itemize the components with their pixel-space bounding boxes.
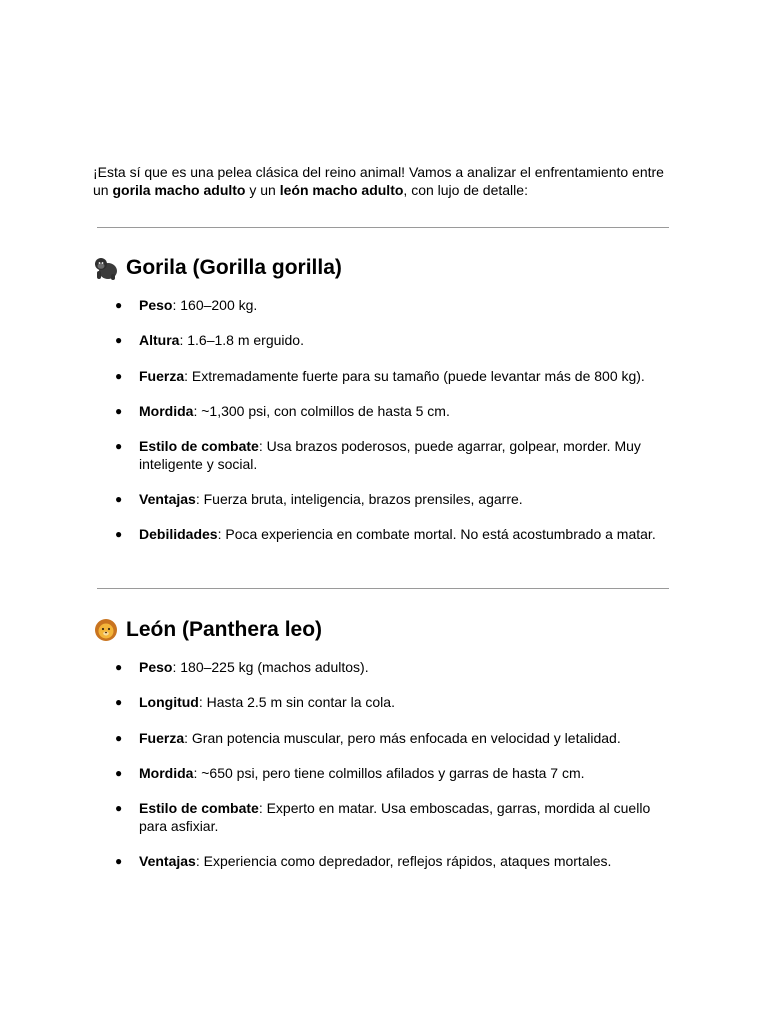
bullet-icon: ● (115, 298, 123, 312)
section-title-lion-text: León (Panthera leo) (126, 618, 323, 641)
lion-icon (93, 618, 119, 642)
list-item (93, 368, 673, 386)
item-text: : Usa brazos poderosos, puede agarrar, golpear, morder. Muy inteligente y social. (139, 438, 641, 472)
item-text: : Fuerza bruta, inteligencia, brazos prensiles, agarre. (195, 491, 523, 507)
list-item (93, 659, 673, 677)
item-label: Estilo de combate (139, 800, 259, 817)
list-item (93, 853, 673, 871)
bullet-icon: ● (115, 695, 123, 710)
list-item (93, 730, 673, 748)
bullet-icon: ● (115, 801, 123, 816)
item-text: : 180–225 kg (machos adultos). (172, 659, 369, 675)
item-label: Estilo de combate (139, 438, 259, 455)
intro-bold-gorilla: gorila macho adulto (112, 181, 246, 198)
list-item (93, 438, 673, 473)
item-text: : 1.6–1.8 m erguido. (179, 332, 304, 349)
bullet-icon: ● (115, 368, 123, 383)
item-label: Mordida (139, 764, 194, 781)
intro-text-2: y un (245, 181, 280, 198)
section-title-gorilla (93, 254, 673, 282)
item-label: Mordida (139, 402, 194, 419)
list-item (93, 332, 673, 350)
gorilla-icon (93, 256, 119, 280)
list-item (93, 800, 673, 835)
bullet-icon: ● (115, 730, 123, 745)
divider (97, 588, 669, 589)
item-label: Debilidades (139, 526, 218, 543)
item-text: : Experiencia como depredador, reflejos rápidos, ataques mortales. (195, 853, 612, 869)
item-text: : ~650 psi, pero tiene colmillos afilados y garras de hasta 7 cm. (193, 764, 585, 781)
list-item (93, 694, 673, 712)
list-item (93, 491, 673, 509)
bullet-icon: ● (115, 660, 123, 674)
item-label: Fuerza (139, 367, 185, 384)
intro-paragraph (93, 164, 673, 199)
item-text: : Extremadamente fuerte para su tamaño (puede levantar más de 800 kg). (184, 367, 645, 384)
divider (97, 227, 669, 228)
item-label: Altura (139, 332, 180, 349)
gorilla-facts-list (93, 297, 673, 544)
lion-section (93, 616, 673, 888)
list-item (93, 403, 673, 421)
bullet-icon: ● (115, 403, 123, 418)
item-label: Ventajas (139, 491, 196, 507)
intro-text-3: , con lujo de detalle: (403, 181, 528, 198)
item-label: Longitud (139, 694, 199, 711)
bullet-icon: ● (115, 439, 123, 454)
item-text: : Gran potencia muscular, pero más enfocada en velocidad y letalidad. (184, 729, 621, 746)
intro-bold-lion: león macho adulto (279, 181, 404, 198)
bullet-icon: ● (115, 765, 123, 780)
list-item (93, 297, 673, 315)
item-label: Fuerza (139, 729, 185, 746)
item-label: Ventajas (139, 853, 196, 869)
bullet-icon: ● (115, 527, 123, 542)
section-title-lion (93, 616, 673, 644)
item-text: : ~1,300 psi, con colmillos de hasta 5 cm. (193, 402, 450, 419)
item-text: : Poca experiencia en combate mortal. No está acostumbrado a matar. (217, 526, 656, 543)
section-title-gorilla-text: Gorila (Gorilla gorilla) (126, 256, 342, 279)
intro-text-1: ¡Esta sí que es una pelea clásica del reino animal! Vamos a analizar el enfrentamiento entre un (93, 164, 664, 198)
item-text: : Hasta 2.5 m sin contar la cola. (198, 694, 395, 711)
bullet-icon: ● (115, 333, 123, 348)
lion-facts-list (93, 659, 673, 871)
item-text: : 160–200 kg. (172, 297, 258, 313)
list-item (93, 765, 673, 783)
gorilla-section (93, 254, 673, 562)
bullet-icon: ● (115, 854, 123, 868)
bullet-icon: ● (115, 492, 123, 506)
item-text: : Experto en matar. Usa emboscadas, garras, mordida al cuello para asfixiar. (139, 800, 651, 834)
list-item (93, 526, 673, 544)
item-label: Peso (139, 297, 173, 313)
item-label: Peso (139, 659, 173, 675)
document-page (93, 164, 673, 199)
